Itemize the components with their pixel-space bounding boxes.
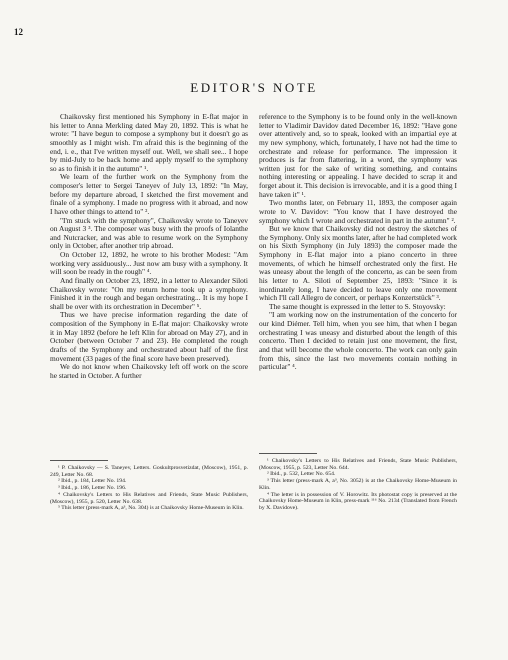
left-footnotes bbox=[50, 465, 248, 512]
left-column bbox=[50, 113, 248, 380]
footnote: ⁴ Chaikovsky's Letters to His Relatives and Friends, State Music Publishers, (Moscow), 1955, p. 520, Letter No. 638. bbox=[50, 491, 248, 505]
footnote: ³ This letter (press-mark A, a³, No. 3052) is at the Chaikovsky Home-Museum in Klin. bbox=[259, 478, 457, 491]
paragraph: But we know that Chaikovsky did not destroy the sketches of the Symphony. Only six months later, after he had completed work on his Sixth Symphony (in July 1893) the composer made the Symphony in E-flat major into a piano concerto in three movements, of which he himself orchestrated only the first. He was uneasy about the length of the concerto, as can be seen from his letter to A. Siloti of September 25, 1893: "Since it is inordinately long, I have decided to leave only one movement which I'll call Allegro de concert, or perhaps Konzertstück" ³. bbox=[259, 224, 457, 303]
paragraph: "I am working now on the instrumentation of the concerto for our kind Diémer. Tell him, when you see him, that when I began orchestrating I was uneasy and disturbed about the length of this concerto. Then I decided to retain just one movement, the first, and that will become the whole concerto. The work can only gain from this, since the last two movements contain nothing in particular" ⁴. bbox=[259, 310, 457, 372]
footnote-divider bbox=[50, 460, 108, 461]
right-column bbox=[259, 113, 457, 372]
footnote: ⁴ The letter is in possession of V. Horowitz. Its photostat copy is preserved at the Chaikovsky Home-Museum in Klin, press-mark ¹¹⁶ No. 2134 (Translated from French by X. Davidove). bbox=[259, 491, 457, 511]
paragraph: reference to the Symphony is to be found only in the well-known letter to Vladimir Davidov dated December 16, 1892: "Have gone over attentively and, so to speak, looked with an impartial eye at my new symphony, which, fortunately, I have not had the time to orchestrate and release for performance. The impression it produces is far from flattering, in a word, the symphony was written just for the sake of writing something, and contains nothing interesting or appealing. I have decided to scrap it and forget about it. This decision is irrevocable, and it is a good thing I have taken it" ¹. bbox=[259, 112, 457, 199]
page-title: EDITOR'S NOTE bbox=[190, 80, 318, 95]
paragraph: "I'm stuck with the symphony", Chaikovsky wrote to Taneyev on August 3 ³. The composer was busy with the proofs of Iolanthe and Nutcracker, and was able to resume work on the Symphony only in October, after another trip abroad. bbox=[50, 215, 248, 251]
footnote: ² Ibid., p. 184, Letter No. 194. bbox=[58, 478, 127, 485]
footnote: ¹ Chaikovsky's Letters to His Relatives and Friends, State Music Publishers, (Moscow, 1955, p. 523, Letter No. 644. bbox=[259, 458, 457, 471]
paragraph: Thus we have precise information regarding the date of composition of the Symphony in E-flat major: Chaikovsky wrote it in May 1892 (before he left Klin for abroad on May 27), and in October (between October 7 and 23). He completed the rough drafts of the Symphony and orchestrated about half of the first movement (33 pages of the final score have been preserved). bbox=[50, 310, 248, 363]
footnote: ³ Ibid., p. 186, Letter No. 196. bbox=[58, 485, 127, 492]
footnote: ⁵ This letter (press-mark A, a³, No. 304) is at Chaikovsky Home-Museum in Klin. bbox=[58, 505, 244, 512]
footnote: ¹ P. Chaikovsky — S. Taneyev, Letters. Goskultprosvetizdat, (Moscow), 1951, p. 249, Letter No. 68. bbox=[50, 465, 248, 478]
footnote-divider bbox=[259, 453, 317, 454]
paragraph: And finally on October 23, 1892, in a letter to Alexander Siloti Chaikovsky wrote: "On my return home took up a symphony. Finished it in the rough and began orchestrating... It is my hope I shall be over with its orchestration in December" ⁵. bbox=[50, 275, 248, 311]
page-number: 12 bbox=[14, 27, 23, 37]
paragraph: On October 12, 1892, he wrote to his brother Modest: "Am working very assiduously... Just now am busy with a symphony. It will soon be ready in the rough" ⁴. bbox=[50, 250, 248, 277]
paragraph: Two months later, on February 11, 1893, the composer again wrote to V. Davidov: "You know that I have destroyed the symphony which I wrote and orchestrated in part in the autumn" ². bbox=[259, 198, 457, 225]
paragraph: The same thought is expressed in the letter to S. Stoyovsky: bbox=[269, 301, 446, 311]
footnote: ² Ibid., p. 532, Letter No. 654. bbox=[267, 471, 336, 478]
paragraph: We learn of the further work on the Symphony from the composer's letter to Sergei Taneyev of July 13, 1892: "In May, before my departure abroad, I sketched the first movement and finale of a symphony. I made no progress with it abroad, and now I have other things to attend to" ². bbox=[50, 172, 248, 216]
right-footnotes bbox=[259, 458, 457, 512]
paragraph: We do not know when Chaikovsky left off work on the score he started in October. A further bbox=[50, 362, 248, 380]
paragraph: Chaikovsky first mentioned his Symphony in E-flat major in his letter to Anna Merkling dated May 20, 1892. This is what he wrote: "I have begun to compose a symphony but it doesn't go as smoothly as I might wish. I'm afraid this is the beginning of the end, i. e., that I've written myself out. Well, we shall see... I hope by mid-July to be back home and apply myself to the symphony so as to finish it in the autumn" ¹. bbox=[50, 112, 248, 173]
